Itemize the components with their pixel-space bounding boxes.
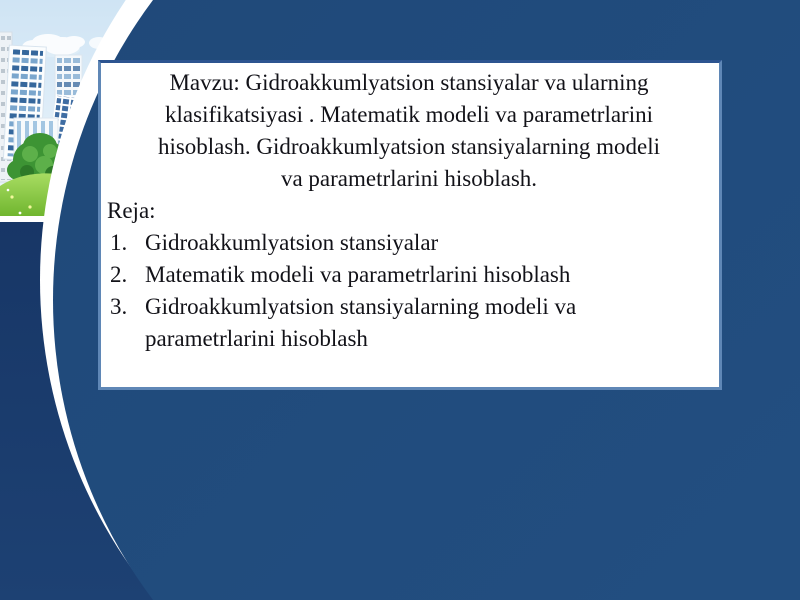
numbered-list — [107, 227, 711, 355]
item-text: Gidroakkumlyatsion stansiyalar — [145, 230, 439, 255]
item-text: Matematik modeli va parametrlarini hisoblash — [145, 262, 571, 287]
item-number: 2. — [110, 262, 128, 287]
title-line: klasifikatsiyasi . Matematik modeli va parametrlarini — [165, 102, 653, 127]
reja-heading: Reja: — [107, 198, 156, 223]
title-line: hisoblash. Gidroakkumlyatsion stansiyalarning modeli — [157, 134, 661, 159]
slide-title — [107, 67, 711, 195]
list-item — [107, 259, 711, 291]
content-box — [98, 60, 722, 390]
item-number: 1. — [110, 230, 128, 255]
title-line: va parametrlarini hisoblash. — [280, 166, 538, 191]
list-item — [107, 227, 711, 259]
item-text: Gidroakkumlyatsion stansiyalarning modeli va parametrlarini hisoblash — [145, 294, 577, 351]
item-number: 3. — [110, 294, 128, 319]
title-line: Mavzu: Gidroakkumlyatsion stansiyalar va ularning — [169, 70, 649, 95]
list-item — [107, 291, 711, 355]
